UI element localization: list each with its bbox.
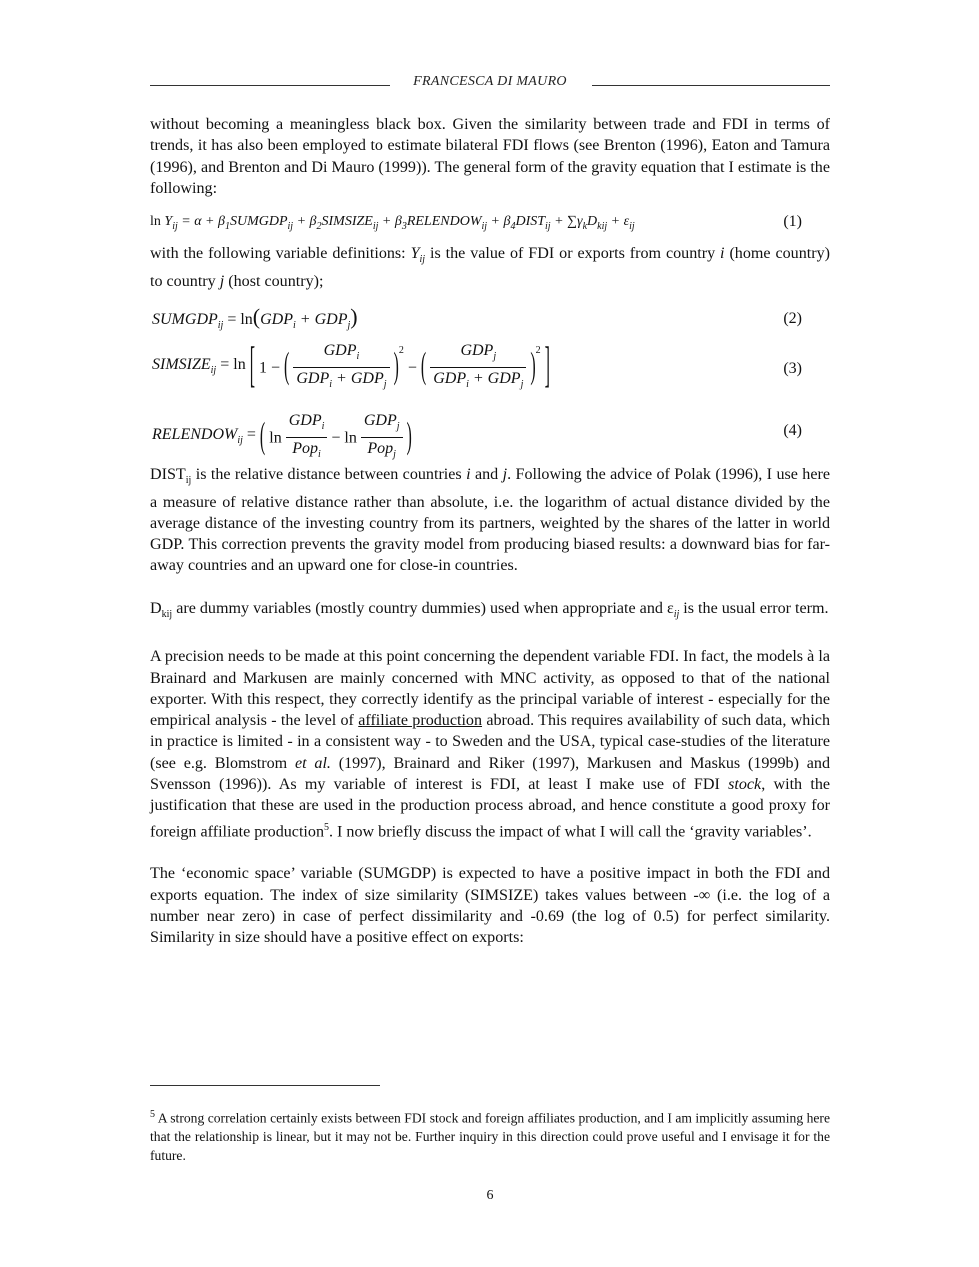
paragraph-5: A precision needs to be made at this point concerning the dependent variable FDI. In fact, the models à la Brainard and Markusen are mainly concerned with MNC activity, as opposed to that of the national exporter. With this respect, they correctly identify as the principal variable of interest - especially for the empirical analysis - the level of affiliate production abroad. This requires availability of such data, which in practice is limited - in a consistent way - to Sweden and the USA, typical case-studies of the literature (see e.g. Blomstrom et al. (1997), Brainard and Riker (1997), Markusen and Maskus (1999b) and Svensson (1996)). As my variable of interest is FDI, at least I make use of FDI stock, with the justification that these are used in the production process abroad, and hence constitute a good proxy for foreign affiliate production$^5$. I now briefly discuss the impact of what I will call the ‘gravity variables’.	[150, 648, 831, 840]
paragraph-3: $DIST_{ij}$ is the relative distance between countries i and j. Following the advice of Polak (1996), I use here a measure of relative distance rather than absolute, i.e. the logarithm of actual distance divided by the average distance of the investing country from its partners, weighted by the shares of the latter in world GDP. This correction prevents the gravity model from producing biased results: a downward bias for far-away countries and an upward one for close-in countries.	[150, 466, 830, 575]
equation-1-number: (1)	[783, 213, 802, 231]
equation-3: $SIMSIZE_{ij} = \ln$ [ 1 − ( $\frac{GDP_i}{GDP_i + GDP_j}$ )$^2$ − ( $\frac{GDP_j}{GDP_i + GDP_j}$ )$^2$ ] (3)	[152, 341, 802, 394]
footnote-rule	[150, 1085, 380, 1086]
header-rule-right	[592, 85, 830, 86]
page-number: 6	[486, 1188, 494, 1203]
equation-4-number: (4)	[783, 422, 802, 439]
footnote-5: $^5$ A strong correlation certainly exists between FDI stock and foreign affiliates production, and I am implicitly assuming here that the relationship is linear, but it may not be. Further inquiry in this direction could prove useful and I envisage it for the future.	[150, 1109, 830, 1163]
paragraph-4: $D_{kij}$ are dummy variables (mostly country dummies) used when appropriate and $\varepsilon_{ij}$ is the usual error term.	[150, 599, 829, 620]
equation-2: $SUMGDP_{ij} = \ln(GDP_i + GDP_j)$ (2)	[152, 304, 802, 332]
equation-3-number: (3)	[783, 360, 802, 377]
running-title: FRANCESCA DI MAURO	[413, 74, 567, 89]
paragraph-2: with the following variable definitions: $Y_{ij}$ is the value of FDI or exports from country i (home country) to country j (host country);	[150, 245, 830, 290]
body-text	[150, 114, 830, 948]
equation-1: $\ln Y_{ij} = \alpha$ + $\beta_1SUMGDP_{ij}$ + $\beta_2SIMSIZE_{ij}$ + $\beta_3RELENDOW_{ij}$ + $\beta_4DIST_{ij} + \sum\gamma_kD_{kij} + \varepsilon_{ij}$ (1)	[150, 201, 830, 243]
running-header	[150, 72, 830, 96]
paragraph-1: without becoming a meaningless black box. Given the similarity between trade and FDI in terms of trends, it has also been employed to estimate bilateral FDI flows (see Brenton (1996), Eaton and Tamura (1996), and Brenton and Di Mauro (1999)). The general form of the gravity equation that I estimate is the following:	[150, 116, 830, 197]
equation-2-number: (2)	[783, 310, 802, 327]
footnote-ref[interactable]: 5	[324, 821, 329, 833]
paragraph-6: The ‘economic space’ variable (SUMGDP) is expected to have a positive impact in both the FDI and exports equation. The index of size similarity (SIMSIZE) takes values between -∞ (i.e. the log of a number near zero) in case of perfect dissimilarity and -0.69 (the log of 0.5) for perfect similarity. Similarity in size should have a positive effect on exports:	[150, 865, 830, 947]
equation-4: $RELENDOW_{ij}$ = ( ln $\frac{GDP_i}{Pop_i}$ − ln $\frac{GDP_j}{Pop_j}$ ) (4)	[152, 412, 802, 461]
